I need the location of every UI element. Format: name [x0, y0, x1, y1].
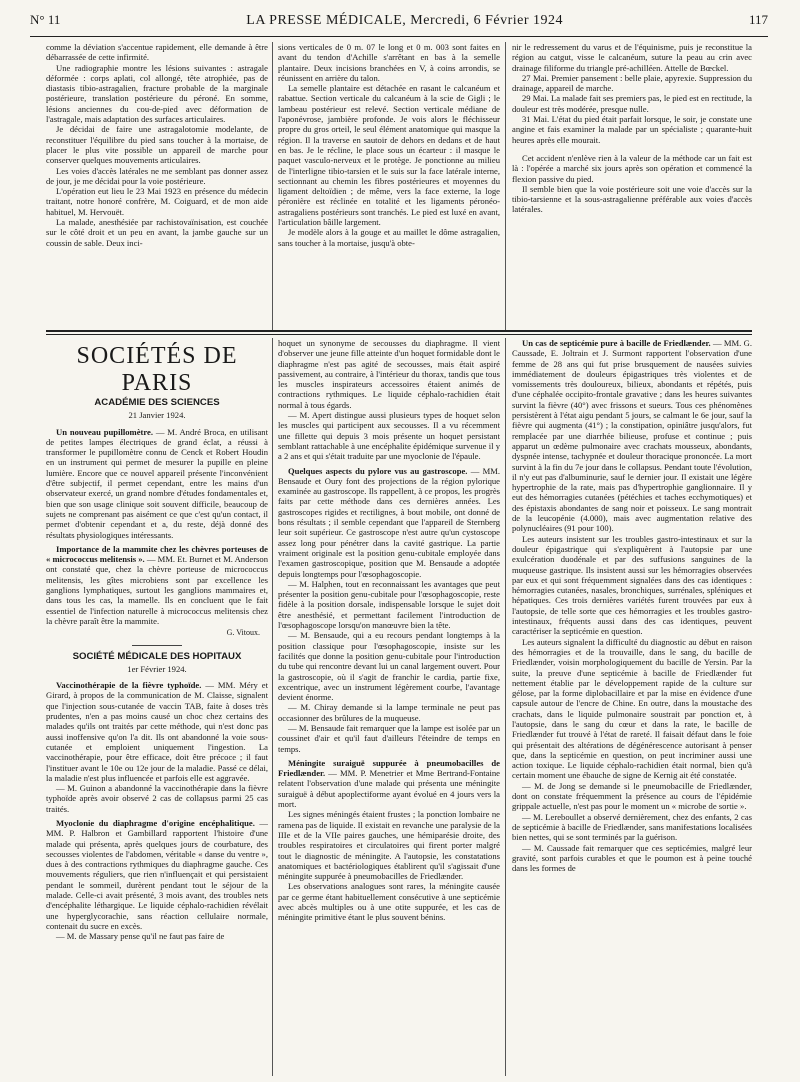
- paragraph: — M. Bensaude fait remarquer que la lampe est isolée par un coussinet d'air et qu'il faut d'ailleurs l'éteindre de temps en temps.: [278, 722, 500, 754]
- paragraph: — M. Bensaude, qui a eu recours pendant longtemps à la position classique pour l'œsophagoscopie, insiste sur les facilités que donne la position genu-cubitale pour l'introduction du tube qui rencontre devant lui un canal largement ouvert. Pour la gastroscopie, où il s'agit de franchir le cardia, partie fixe, excentrique, avec un instrument légèrement courbe, l'avantage devient énorme.: [278, 630, 500, 703]
- article-text: — MM. G. Caussade, E. Joltrain et J. Surmont rapportent l'observation d'une femme de 28 ans qui fut prise brusquement de nausées suivies immédiatement de douleurs épigastriques très violentes et de vomissements très douloureux, bilieux, abondants et répétés, puis d'une céphalée occipito-frontale gravative ; dans les heures suivantes survint la fièvre (40°) avec frissons et sueurs. Tous ces phénomènes persistèrent à l'état aigu pendant 5 jours, se calmant le 6e jour, sauf la fièvre qui augmenta (41°) ; la constipation, opiniâtre jusqu'alors, fut remplacée par une diarrhée bilieuse, profuse et continue ; puis apparut un œdème pulmonaire avec crachats mousseux, abondants, dyspnée intense, tachypnée et douleur thoracique prononcée. La mort survint à la fin du 7e jour dans le collapsus. Pendant toute l'évolution, il n'y eut pas d'albuminurie, sauf le dernier jour. Il existait une légère hypertrophie de la rate, mais pas d'hypertrophie ganglionnaire. Il y eut des hémorragies cutanées (pétéchies et taches ecchymotiques) et des épistaxis abondantes de sang noir et poisseux. Le sang montrait de la leucopénie (4.000), mais avec augmentation relative des polynucléaires (91 pour 100).: [512, 338, 752, 534]
- column-divider: [272, 338, 273, 1076]
- column-divider: [505, 42, 506, 332]
- paragraph: — M. de Jong se demande si le pneumobacille de Friedlænder, dont on constate fréquemment la présence au cours de l'épidémie grippale actuelle, n'est pas pour le moment un « microbe de sortie ».: [512, 780, 752, 812]
- session-date: 21 Janvier 1924.: [128, 410, 186, 421]
- society-title: ACADÉMIE DES SCIENCES: [94, 397, 220, 408]
- article-text: — MM. Méry et Girard, à propos de la communication de M. Claisse, signalent que l'injection sous-cutanée de vaccin TAB, faite à doses très prudentes, n'en a pas moins causé un choc chez certains des malades qu'ils ont traités par cette méthode, qui n'est donc pas aussi inoffensive qu'on l'a dit. Ils ont abandonné la voie sous-cutanée et emploient uniquement l'ingestion. La vaccinothérapie, pour être efficace, doit être précoce ; il faut l'instituer avant le 10e ou 12e jour de la maladie. Passé ce délai, la maladie n'est plus influencée et parfois elle est aggravée.: [46, 680, 268, 783]
- paragraph: Il semble bien que la voie postérieure soit une voie d'accès sur la tibio-tarsienne et la sous-astragalienne préférable aux voies d'accès latérales.: [512, 183, 752, 215]
- article-heading: Méningite suraiguë suppurée à pneumobacilles de Friedlænder.: [278, 757, 500, 779]
- paragraph: 27 Mai. Premier pansement : belle plaie, apyrexie. Suppression du drainage, appareil de marche.: [512, 72, 752, 94]
- paragraph: La semelle plantaire est détachée en rasant le calcanéum et rabattue. Section verticale du calcanéum à la scie de Gigli ; le lambeau postérieur est relevé. Section verticale médiane de l'aponévrose, jambière profonde. Je vois alors le fléchisseur propre du gros orteil, le seul élément anatomique qui masque la région. Il la traverse en sautoir de dehors en dedans et de haut en bas. Je le récline, le place sous un écarteur : il masque le paquet vasculo-nerveux et le protège. Je ponctionne au milieu de l'interligne tibio-tarsien et le suis sur la face latérale interne, sectionnant au chemin les fibres postérieures et moyennes du ligament deltoïdien ; de même, vers la face externe, la loge péronière est réclinée en totalité et les ligaments péronéo-astragaliens postérieurs sont tranchés. Le pied est luxé en avant, l'articulation bâille largement.: [278, 83, 500, 228]
- paragraph: Les signes méningés étaient frustes ; la ponction lombaire ne ramena pas de liquide. Il existait en revanche une paralysie de la IIIe et de la VIIe paires gauches, une hémiparésie droite, des troubles respiratoires et circulatoires qui firent porter malgré tout le diagnostic de méningite. A l'autopsie, les constatations anatomiques et bactériologiques établirent qu'il s'agissait d'une méningite suppurée à pneumobacilles de Friedlænder.: [278, 809, 500, 882]
- paragraph: — M. de Massary pense qu'il ne faut pas faire de: [56, 931, 225, 942]
- page-number-left: N° 11: [30, 12, 61, 27]
- top-column-3: [512, 42, 752, 342]
- paragraph: — M. Apert distingue aussi plusieurs types de hoquet selon les muscles qui participent aux secousses. Il a vu récemment une fillette qui depuis 3 mois présente un hoquet persistant semblant rattachable à une encéphalite épidémique survenue il y a 2 ans et qui s'était traduite par une myoclonie de l'épaule.: [278, 410, 500, 462]
- paragraph: comme la déviation s'accentue rapidement, elle demande à être débarrassée de cette infirmité.: [46, 42, 268, 63]
- page-header: [30, 12, 768, 37]
- society-title: SOCIÉTÉ MÉDICALE DES HOPITAUX: [72, 650, 242, 662]
- section-divider: [46, 330, 752, 332]
- paragraph: — M. Caussade fait remarquer que ces septicémies, malgré leur gravité, sont parfois curables et que le poumon est à peine touché dans les formes de: [512, 842, 752, 874]
- article-heading: Myoclonie du diaphragme d'origine encéphalitique.: [56, 817, 255, 828]
- paragraph: hoquet un synonyme de secousses du diaphragme. Il vient d'observer une jeune fille atteinte d'un hoquet formidable dont le diaphragme n'est pas agité de secousses, mais était aspiré passivement, au contraire, à l'intérieur du thorax, tandis que tous les muscles inspirateurs accessoires étaient animés de contractions rythmiques. Le liquide céphalo-rachidien était normal à tous égards.: [278, 338, 500, 410]
- page-number-right: 117: [748, 12, 768, 27]
- top-column-2: [278, 42, 500, 342]
- paragraph: — M. Lereboullet a observé dernièrement, chez des enfants, 2 cas de septicémie à bacille de Friedlænder, sans manifestations localisées bien nettes, qui se sont terminés par la guérison.: [512, 811, 752, 843]
- paragraph: Les auteurs signalent la difficulté du diagnostic au début en raison des hémorragies et de la trouvaille, dans le sang, du bacille de Friedlænder, voisin morphologiquement du bacille de Yersin. Par la suite, la preuve d'une septicémie à bacille de Friedlænder fut nettement établie par le développement rapide de la culture sur gélose, par la forme diplobacillaire et par la mise en évidence d'une capsule autour de l'encre de Chine. En outre, dans la moustache des crachats, dans le liquide pulmonaire soustrait par ponction et, à l'autopsie, dans le sang du cœur et dans la rate, le bacille de Friedlænder fut trouvé à l'état de rareté. Il faisait défaut dans le foie qui présentait des altérations de dégénérescence autorisant à penser que, dans la septicémie en question, on peut incriminer aussi une action toxique. Le liquide céphalo-rachidien était normal, bien qu'à certain moment une ébauche de signe de Kernig ait été constatée.: [512, 636, 752, 781]
- bottom-column-1: [46, 392, 268, 1072]
- article-heading: Un nouveau pupillomètre.: [56, 426, 153, 437]
- article-text: — MM. Et. Burnet et M. Anderson ont constaté que, chez la chèvre porteuse de micrococcus melitensis, les gîtes microbiens sont par excellence les ganglions lymphatiques, surtout les ganglions mammaires et, dans tous les cas, la mamelle. Ils en concluent que le fait essentiel de l'infection naturelle à micrococcus melitensis chez la chèvre paraît être la mammite.: [46, 554, 268, 626]
- paragraph: Les observations analogues sont rares, la méningite causée par ce germe étant habituellement consécutive à une septicémie avec abcès multiples ou à une otite suppurée, et les cas de méningite primitive étant le plus souvent bénins.: [278, 881, 500, 923]
- article-heading: Un cas de septicémie pure à bacille de Friedlænder.: [522, 338, 711, 348]
- paragraph: — M. Guinon a abandonné la vaccinothérapie dans la fièvre typhoïde après avoir observé 2 cas de collapsus parmi 25 cas traités.: [46, 783, 268, 814]
- paragraph: Cet accident n'enlève rien à la valeur de la méthode car un fait est là : l'opérée a marché six jours après son opération et commencé la flexion passive du pied.: [512, 152, 752, 184]
- article-text: — MM. P. Halbron et Gambillard rapportent l'histoire d'une malade qui présenta, après quelques jours de courbature, des secousses violentes de l'abdomen, véritable « danse du ventre », dues à des contractions rythmiques du diaphragme gauche. Ces mouvements réguliers, que rien n'influençait et qui persistaient pendant le sommeil, durèrent pendant tout le séjour de la malade. Celle-ci avait présenté, 3 mois avant, des troubles nets d'encéphalite léthargique. Le liquide céphalo-rachidien révélait une hyperglycorachie, sans réaction cellulaire normale, contenait du sucre en excès.: [46, 817, 268, 931]
- paragraph: Les auteurs insistent sur les troubles gastro-intestinaux et sur la douleur épigastrique qui s'expliquèrent à l'autopsie par une exulcération duodénale et par des suffusions sanguines de la muqueuse gastrique. Ils insistent aussi sur les hémorragies observées par eux et qui sont fréquemment signalées dans des cas identiques : hémorragies cutanées, nasales, bronchiques, surrénales, spléniques et hépatiques. Ces trois dernières variétés furent trouvées par eux à l'autopsie, de telle sorte que ces hémorragies et les troubles gastro-intestinaux, fréquents aussi dans des cas identiques, peuvent caractériser la septicémie en question.: [512, 533, 752, 637]
- bottom-column-3: [512, 338, 752, 1078]
- article-heading: Importance de la mammite chez les chèvres porteuses de « micrococcus melitensis ».: [46, 543, 268, 565]
- section-divider-thin: [46, 334, 752, 335]
- paragraph: Les voies d'accès latérales ne me semblant pas donner assez de jour, je me décidai pour la voie postérieure.: [46, 165, 268, 186]
- paragraph: L'opération eut lieu le 23 Mai 1923 en présence du médecin traitant, notre honoré confrère, M. Coiguard, et de mon aide habituel, M. Hervouët.: [46, 186, 268, 217]
- article-heading: Vaccinothérapie de la fièvre typhoïde.: [56, 680, 202, 691]
- paragraph: sions verticales de 0 m. 07 le long et 0 m. 003 sont faites en avant du tendon d'Achille s'arrêtant en bas à la semelle plantaire. Deux incisions branchées en V, à coins arrondis, se réunissent en arrière du talon.: [278, 42, 500, 83]
- paragraph: — M. Halphen, tout en reconnaissant les avantages que peut présenter la position genu-cubitale pour l'œsophagoscopie, reste fidèle à la position dorsale, indispensable lorsque le sujet doit être anesthésié, et permettant facilement l'introduction de l'œsophagoscope lorsqu'on manœuvre bien la tête.: [278, 578, 500, 631]
- paragraph: — M. Chiray demande si la lampe terminale ne peut pas occasionner des brûlures de la muqueuse.: [278, 702, 500, 723]
- paragraph: Je modèle alors à la gouge et au maillet le dôme astragalien, sans toucher à la mortaise, jusqu'à obte-: [278, 227, 500, 248]
- paragraph: Je décidai de faire une astragalotomie modelante, de reconstituer l'équilibre du pied sans toucher à la mortaise, de placer le plus vite possible un appareil de marche pour conserver quelques mouvements articulaires.: [46, 124, 268, 166]
- article-text: — MM. Bensaude et Oury font des projections de la région pylorique examinée au gastroscope. Ils rappellent, à ce propos, les progrès faits par cette méthode dans ces dernières années. Les gastroscopes rigides et rectilignes, à bout mobile, ont donné de bons résultats ; il semble cependant que l'appareil de Sternberg leur soit supérieur. Ce gastroscope n'est autre qu'un cystoscope assez long pour pénétrer dans la cavité gastrique. La partie vraiment originale est la position genu-cubitale employée dans l'examen gastroscopique, position que M. Bensaude a adoptée depuis longtemps pour l'œsophagoscopie.: [278, 465, 500, 579]
- section-title: SOCIÉTÉS DE PARIS: [76, 343, 238, 396]
- article-text: — MM. P. Menetrier et Mme Bertrand-Fontaine relatent l'observation d'une malade qui présenta une méningite suraiguë à début apoplectiforme ayant évolué en 4 jours vers la mort.: [278, 768, 500, 810]
- paragraph: 29 Mai. La malade fait ses premiers pas, le pied est en rectitude, la douleur est très modérée, presque nulle.: [512, 93, 752, 114]
- paragraph: La malade, anesthésiée par rachistovaïnisation, est couchée sur le côté droit et un peu en avant, la jambe gauche sur un coussin de sable. Deux inci-: [46, 217, 268, 248]
- session-date: 1er Février 1924.: [127, 663, 187, 674]
- column-divider: [505, 338, 506, 1076]
- paragraph: nir le redressement du varus et de l'équinisme, puis je reconstitue la région au catgut, visse le calcanéum, suture la peau au crin avec drainage filiforme du triangle pré-achilléen. Attelle de Bœckel.: [512, 42, 752, 73]
- paragraph: 31 Mai. L'état du pied était parfait lorsque, le soir, je constate une angine et fais examiner la malade par un spécialiste ; quarante-huit heures après elle mourait.: [512, 114, 752, 145]
- author-signature: G. Vitoux.: [226, 628, 260, 638]
- bottom-column-2: [278, 338, 500, 1078]
- separator: [132, 645, 182, 646]
- top-column-1: [46, 42, 268, 342]
- column-divider: [272, 42, 273, 332]
- article-text: — M. André Broca, en utilisant de petites lampes électriques de grand éclat, a réussi à transformer le pupillomètre connu de Cenck et Robert Houdin en un instrument qui permet de mesurer la pupille en pleine lumière. Encore que ce nouvel appareil présente l'inconvénient d'être subjectif, il permet cependant, entre les mains d'un observateur exercé, un grand nombre d'études fondamentales et, bien que son usage clinique soit souvent difficile, beaucoup de sujets ne comprenant pas aisément ce que c'est qu'un contact, il permet d'obtenir cependant et a, du reste, déjà donné des résultats physiologiques intéressants.: [46, 426, 268, 540]
- paragraph: Une radiographie montre les lésions suivantes : astragale déformée : corps aplati, col allongé, tête atrophiée, pas de diastasis tibio-astragalien, fracture probable de la marginale postérieure, translation postérieure du péroné. En somme, lésions anciennes du cou-de-pied avec déformation de l'astragale, mais adaptation des surfaces articulaires.: [46, 62, 268, 125]
- journal-title: LA PRESSE MÉDICALE, Mercredi, 6 Février 1924: [246, 13, 564, 28]
- article-heading: Quelques aspects du pylore vus au gastroscope.: [288, 465, 468, 476]
